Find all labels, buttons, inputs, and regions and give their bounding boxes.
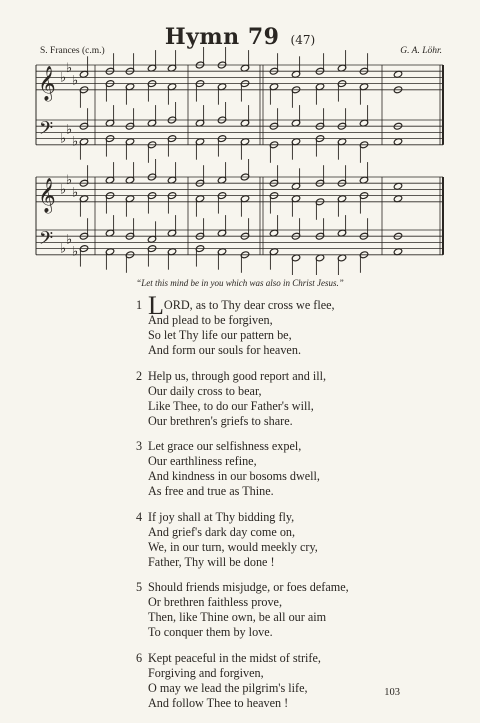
verse: [136, 291, 436, 358]
verse-line: And kindness in our bosoms dwell,: [148, 469, 320, 483]
music-score: [0, 0, 480, 275]
verse: [136, 510, 436, 570]
hymn-alt-number: (47): [290, 33, 316, 47]
verse-line: And form our souls for heaven.: [148, 343, 301, 357]
flat-icon: ♭: [72, 185, 79, 201]
treble-clef-icon: 𝄞: [38, 65, 56, 101]
verse-line: To conquer them by love.: [148, 625, 273, 639]
verse-line-text: Should friends misjudge, or foes defame,: [148, 580, 349, 594]
flat-icon: ♭: [60, 241, 67, 257]
verse-line-text: Help us, through good report and ill,: [148, 368, 327, 383]
flat-icon: ♭: [66, 232, 73, 248]
verse-line-text: Kept peaceful in the midst of strife,: [148, 650, 321, 665]
verse-line: Then, like Thine own, be all our aim: [148, 610, 327, 624]
bass-clef-icon: 𝄢: [39, 228, 54, 254]
verse-line: We, in our turn, would meekly cry,: [148, 539, 318, 554]
flat-icon: ♭: [60, 70, 67, 86]
composer-name: G. A. Löhr.: [400, 46, 442, 56]
verse-line: [136, 369, 436, 384]
drop-cap: L: [148, 291, 164, 320]
verse-line-text: ORD, as to Thy dear cross we flee,: [163, 298, 335, 312]
epigraph: “Let this mind be in you which was also in Christ Jesus.”: [136, 278, 344, 288]
verse-line: So let Thy life our pattern be,: [148, 328, 292, 342]
verse-line: Our earthliness refine,: [148, 454, 257, 468]
flat-icon: ♭: [66, 173, 73, 189]
verse-line: And plead to be forgiven,: [148, 313, 273, 327]
treble-clef-icon: 𝄞: [38, 177, 56, 213]
verse-line: [136, 510, 436, 525]
flat-icon: ♭: [60, 182, 67, 198]
verse-line: Our brethren's griefs to share.: [148, 413, 293, 428]
verse-line: Forgiving and forgiven,: [148, 665, 264, 680]
verse: [136, 651, 436, 711]
verse: [136, 369, 436, 429]
verse-line: Like Thee, to do our Father's will,: [148, 398, 314, 413]
verse-line: [136, 651, 436, 666]
verse-number: 6: [136, 650, 143, 665]
flat-icon: ♭: [72, 244, 79, 260]
verse-line-text: Let grace our selfishness expel,: [148, 439, 302, 453]
verse: [136, 580, 436, 640]
verse-line: O may we lead the pilgrim's life,: [148, 680, 308, 695]
verse-line: Father, Thy will be done !: [148, 554, 275, 569]
flat-icon: ♭: [66, 122, 73, 138]
verse-line: As free and true as Thine.: [148, 484, 274, 498]
verse-number: 4: [136, 509, 143, 524]
verse-line: [136, 580, 436, 595]
hymn-title: Hymn 79: [164, 24, 280, 50]
verse-line-text: If joy shall at Thy bidding fly,: [148, 509, 295, 524]
verse-number: 5: [136, 580, 143, 594]
verse-line: [136, 439, 436, 454]
flat-icon: ♭: [66, 61, 73, 77]
bass-clef-icon: 𝄢: [39, 118, 54, 144]
verse-line: Our daily cross to bear,: [148, 383, 262, 398]
verse-number: 2: [136, 368, 143, 383]
verse-line: And follow Thee to heaven !: [148, 695, 289, 710]
tune-name: S. Frances (c.m.): [40, 46, 105, 56]
verse-number: 1: [136, 298, 143, 312]
flat-icon: ♭: [72, 134, 79, 150]
hymn-verses: [136, 291, 436, 721]
verse-line: And grief's dark day come on,: [148, 524, 296, 539]
verse: [136, 439, 436, 499]
flat-icon: ♭: [72, 73, 79, 89]
verse-line: Or brethren faithless prove,: [148, 595, 283, 609]
verse-number: 3: [136, 439, 143, 453]
flat-icon: ♭: [60, 131, 67, 147]
page-number: 103: [384, 687, 400, 698]
